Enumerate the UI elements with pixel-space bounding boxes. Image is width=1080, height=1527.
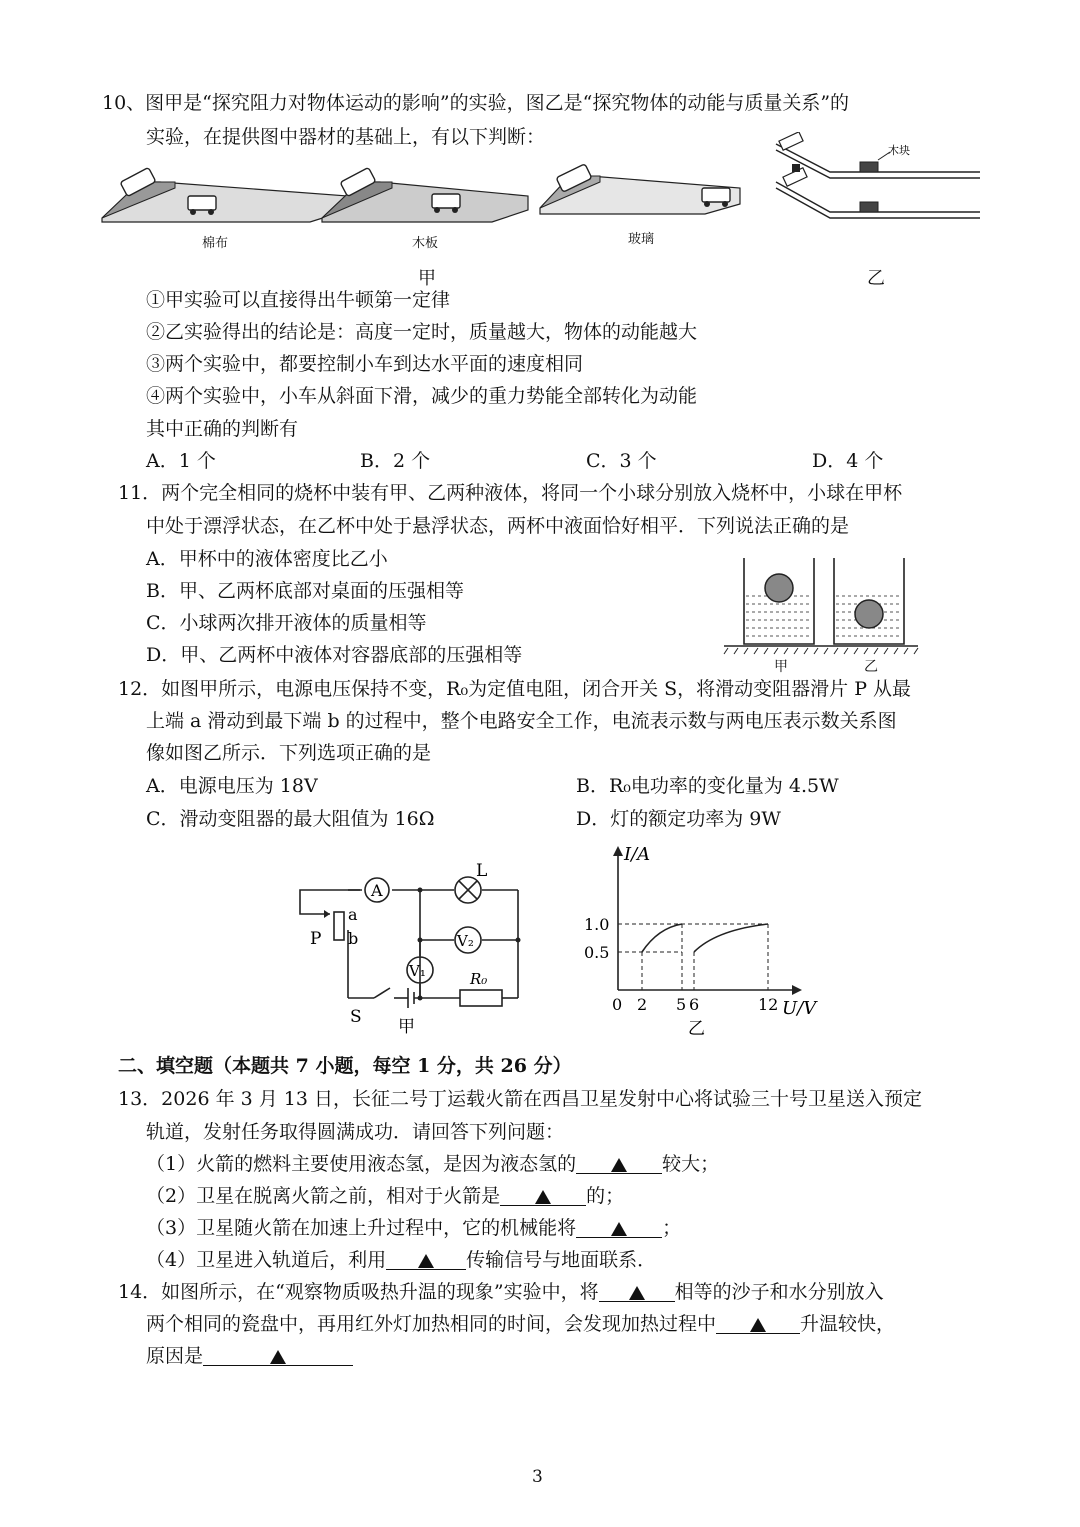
q10-line1: 10、图甲是“探究阻力对物体运动的影响”的实验，图乙是“探究物体的动能与质量关系”的 (102, 92, 850, 114)
graph-y-axis-label: I/A (624, 844, 651, 865)
beaker-label-jia: 甲 (774, 659, 788, 675)
q12-line1: 12．如图甲所示，电源电压保持不变，R₀为定值电阻，闭合开关 S，将滑动变阻器滑片 P 从最 (118, 678, 912, 700)
q13-part4-text-a: （4）卫星进入轨道后，利用 (146, 1249, 387, 1271)
q13-answer-blank-2[interactable] (500, 1183, 586, 1206)
x-tick-6: 6 (689, 995, 700, 1014)
lamp-label: L (476, 861, 488, 881)
q10-ask: 其中正确的判断有 (146, 418, 299, 440)
x-tick-0: 0 (612, 995, 623, 1014)
q13-part2-text-b: 的； (586, 1185, 625, 1207)
placeholder-triangle-icon (611, 1158, 627, 1172)
q14-line2-text-b: 升温较快， (800, 1313, 896, 1335)
q14-line1 (118, 1279, 884, 1305)
q12-option-c: C．滑动变阻器的最大阻值为 16Ω (146, 808, 435, 830)
q12-line3: 像如图乙所示．下列选项正确的是 (146, 742, 432, 764)
q10-statement-4: ④两个实验中，小车从斜面下滑，减少的重力势能全部转化为动能 (146, 385, 698, 407)
placeholder-triangle-icon (629, 1286, 645, 1300)
r0-label: R₀ (470, 970, 488, 988)
q13-part1 (146, 1151, 719, 1177)
q11-option-d: D．甲、乙两杯中液体对容器底部的压强相等 (146, 644, 523, 666)
v1-label: V₁ (409, 962, 426, 980)
q14-line2 (146, 1311, 895, 1337)
q11-line1: 11．两个完全相同的烧杯中装有甲、乙两种液体，将同一个小球分别放入烧杯中，小球在甲杯 (118, 482, 903, 504)
q13-part3-text-b: ； (662, 1217, 682, 1239)
figure-circuit (290, 860, 530, 1040)
beaker-label-yi: 乙 (864, 659, 878, 675)
x-tick-12: 12 (758, 995, 779, 1014)
q10-option-b: B．2 个 (360, 450, 431, 472)
svg-text:木块: 木块 (888, 144, 910, 157)
section-fill-in-title: 二、填空题（本题共 7 小题，每空 1 分，共 26 分） (118, 1055, 572, 1077)
q14-line1-text-b: 相等的沙子和水分别放入 (674, 1281, 884, 1303)
q12-option-a: A．电源电压为 18V (146, 775, 318, 797)
q13-part4 (146, 1247, 656, 1273)
q10-statement-2: ②乙实验得出的结论是：高度一定时，质量越大，物体的动能越大 (146, 321, 698, 343)
fig-label-yi: 乙 (867, 268, 885, 289)
q11-option-c: C．小球两次排开液体的质量相等 (146, 612, 427, 634)
q13-answer-blank-1[interactable] (576, 1151, 662, 1174)
q13-answer-blank-3[interactable] (576, 1215, 662, 1238)
q14-line3-text-a: 原因是 (146, 1345, 204, 1367)
circuit-caption: 甲 (398, 1017, 415, 1037)
graph-x-axis-label: U/V (782, 998, 817, 1019)
placeholder-triangle-icon (750, 1318, 766, 1332)
q11-option-b: B．甲、乙两杯底部对桌面的压强相等 (146, 580, 464, 602)
q10-option-a: A．1 个 (146, 450, 216, 472)
q14-answer-blank-3[interactable] (203, 1343, 353, 1366)
q10-option-d: D．4 个 (812, 450, 884, 472)
q11-line2: 中处于漂浮状态，在乙杯中处于悬浮状态，两杯中液面恰好相平．下列说法正确的是 (146, 515, 850, 537)
x-tick-5: 5 (676, 995, 687, 1014)
q14-line2-text-a: 两个相同的瓷盘中，再用红外灯加热相同的时间，会发现加热过程中 (146, 1313, 717, 1335)
q13-part3-text-a: （3）卫星随火箭在加速上升过程中，它的机械能将 (146, 1217, 577, 1239)
y-tick-1.0: 1.0 (584, 915, 610, 934)
q13-line2: 轨道，发射任务取得圆满成功．请回答下列问题： (146, 1121, 565, 1143)
q14-line3 (146, 1343, 353, 1369)
q13-part1-text-b: 较大； (662, 1153, 720, 1175)
q12-option-b: B．R₀电功率的变化量为 4.5W (576, 775, 839, 797)
q13-part3 (146, 1215, 681, 1241)
q14-answer-blank-1[interactable] (599, 1279, 675, 1302)
page-number: 3 (532, 1467, 543, 1487)
terminal-b-label: b (348, 929, 359, 948)
surface-label-glass: 玻璃 (628, 232, 655, 247)
q14-answer-blank-2[interactable] (716, 1311, 800, 1334)
figure-beakers (722, 552, 922, 658)
q10-statement-1: ①甲实验可以直接得出牛顿第一定律 (146, 289, 451, 311)
y-tick-0.5: 0.5 (584, 943, 610, 962)
figure-kinetic-ramps (770, 132, 990, 232)
q13-answer-blank-4[interactable] (386, 1247, 466, 1270)
placeholder-triangle-icon (270, 1350, 286, 1364)
q13-part4-text-b: 传输信号与地面联系． (466, 1249, 657, 1271)
q13-part2 (146, 1183, 624, 1209)
x-tick-2: 2 (637, 995, 648, 1014)
q13-part1-text-a: （1）火箭的燃料主要使用液态氢，是因为液态氢的 (146, 1153, 577, 1175)
placeholder-triangle-icon (418, 1254, 434, 1268)
fig-label-jia: 甲 (418, 268, 436, 289)
q14-line1-text-a: 14．如图所示，在“观察物质吸热升温的现象”实验中，将 (118, 1281, 599, 1303)
q11-option-a: A．甲杯中的液体密度比乙小 (146, 548, 388, 570)
terminal-a-label: a (348, 905, 358, 924)
surface-label-cotton: 棉布 (202, 236, 229, 251)
surface-label-wood: 木板 (412, 236, 439, 251)
switch-s-label: S (350, 1007, 362, 1027)
q13-part2-text-a: （2）卫星在脱离火箭之前，相对于火箭是 (146, 1185, 501, 1207)
slider-p-label: P (310, 929, 322, 949)
graph-caption: 乙 (688, 1019, 705, 1039)
q10-statement-3: ③两个实验中，都要控制小车到达水平面的速度相同 (146, 353, 584, 375)
q10-line2: 实验，在提供图中器材的基础上，有以下判断： (146, 126, 546, 148)
q10-option-c: C．3 个 (586, 450, 657, 472)
figure-iu-graph (576, 840, 836, 1040)
ammeter-label: A (371, 881, 383, 900)
q12-option-d: D．灯的额定功率为 9W (576, 808, 781, 830)
q13-line1: 13．2026 年 3 月 13 日，长征二号丁运载火箭在西昌卫星发射中心将试验三十号卫星送入预定 (118, 1088, 922, 1110)
v2-label: V₂ (457, 932, 474, 950)
placeholder-triangle-icon (611, 1222, 627, 1236)
q12-line2: 上端 a 滑动到最下端 b 的过程中，整个电路安全工作，电流表示数与两电压表示数关系图 (146, 710, 897, 732)
placeholder-triangle-icon (535, 1190, 551, 1204)
